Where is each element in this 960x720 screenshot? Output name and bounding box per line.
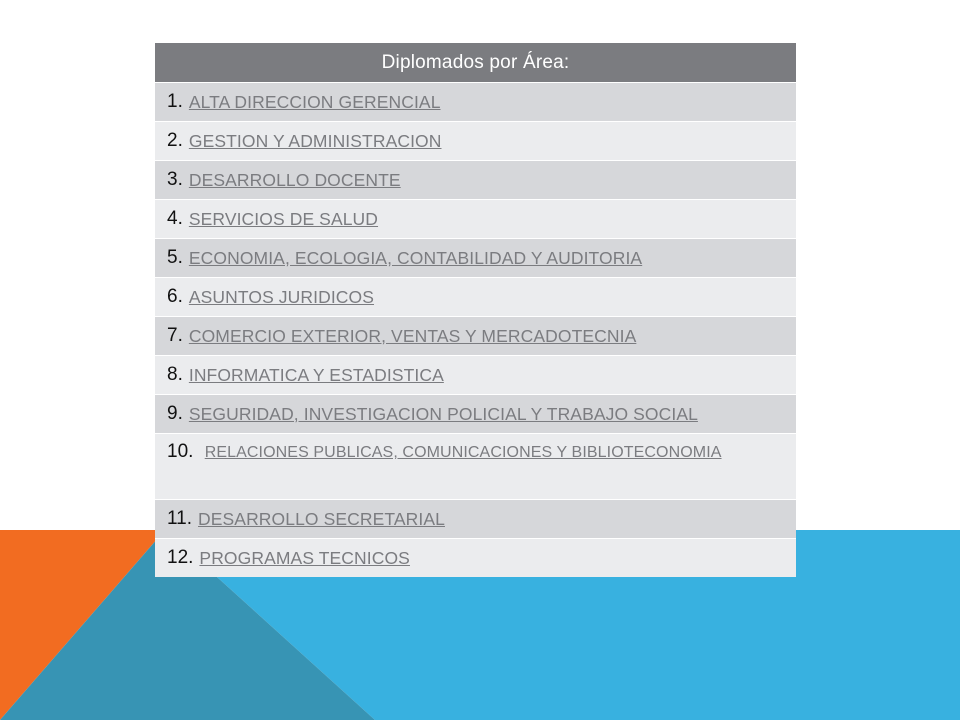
table-row [155,277,796,316]
table-row [155,160,796,199]
row-number: 6. [167,286,183,307]
link-informatica-estadistica[interactable]: INFORMATICA Y ESTADISTICA [188,364,444,385]
table-row [155,121,796,160]
table-row [155,82,796,121]
row-number: 1. [167,91,183,112]
table-header: Diplomados por Área: [155,43,796,82]
row-number: 11. [167,508,193,529]
link-gestion-administracion[interactable]: GESTION Y ADMINISTRACION [188,130,442,151]
table-row [155,316,796,355]
table-row [155,355,796,394]
link-relaciones-publicas[interactable]: RELACIONES PUBLICAS, COMUNICACIONES Y BIBLIOTECONOMIA [204,444,722,461]
link-asuntos-juridicos[interactable]: ASUNTOS JURIDICOS [188,286,375,307]
row-number: 2. [167,130,183,151]
row-number: 12. [167,547,194,568]
link-economia-ecologia[interactable]: ECONOMIA, ECOLOGIA, CONTABILIDAD Y AUDITORIA [188,247,643,268]
table-row [155,238,796,277]
row-number: 5. [167,247,183,268]
table-row [155,199,796,238]
row-number: 7. [167,325,183,346]
table-row [155,499,796,538]
row-number: 4. [167,208,183,229]
link-seguridad-investigacion[interactable]: SEGURIDAD, INVESTIGACION POLICIAL Y TRABAJO SOCIAL [188,403,698,424]
link-desarrollo-secretarial[interactable]: DESARROLLO SECRETARIAL [198,508,445,529]
link-desarrollo-docente[interactable]: DESARROLLO DOCENTE [188,169,401,190]
link-alta-direccion-gerencial[interactable]: ALTA DIRECCION GERENCIAL [188,91,441,112]
row-number: 3. [167,169,183,190]
row-number: 10. [167,441,194,462]
table-row [155,538,796,577]
link-programas-tecnicos[interactable]: PROGRAMAS TECNICOS [199,547,410,568]
diplomados-table [155,43,796,577]
table-row [155,433,796,499]
link-comercio-exterior[interactable]: COMERCIO EXTERIOR, VENTAS Y MERCADOTECNIA [188,325,637,346]
link-servicios-salud[interactable]: SERVICIOS DE SALUD [188,208,379,229]
row-number: 9. [167,403,183,424]
table-row [155,394,796,433]
row-number: 8. [167,364,183,385]
